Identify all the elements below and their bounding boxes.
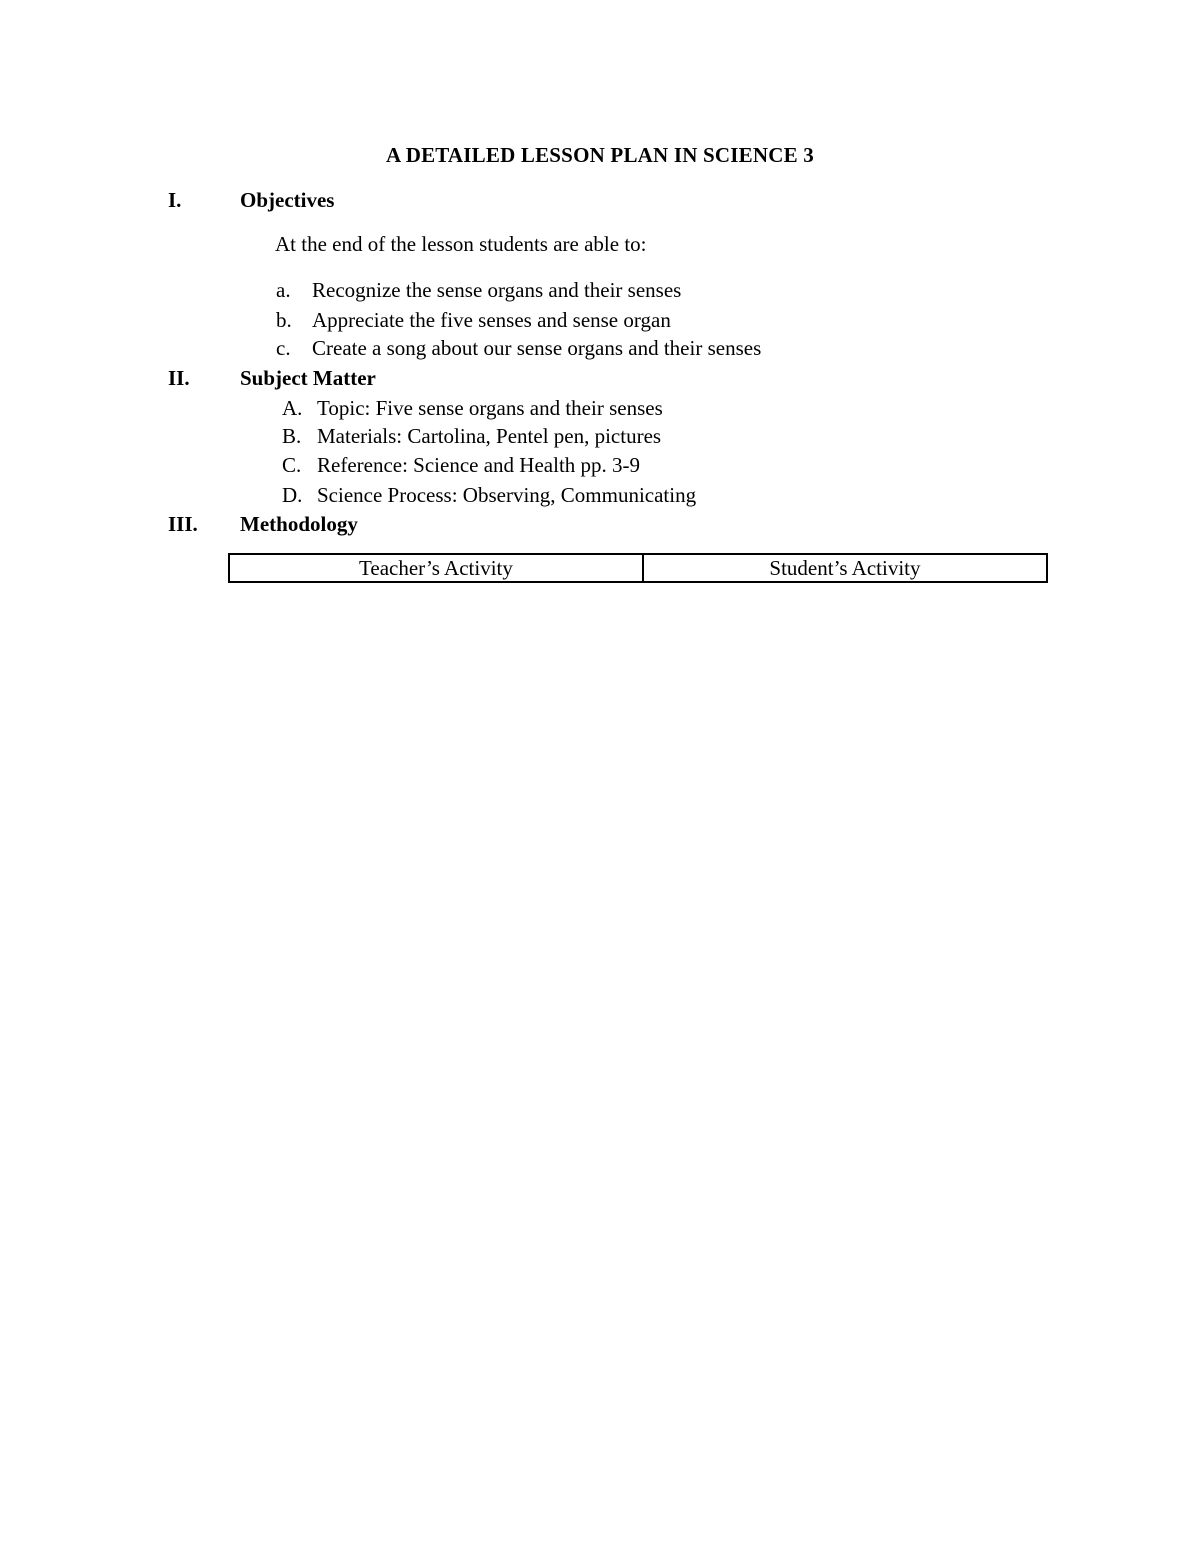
subject-item: Reference: Science and Health pp. 3-9 [317, 453, 641, 477]
subject-marker: C. [282, 453, 302, 477]
objective-item: Appreciate the five senses and sense organ [312, 308, 671, 332]
section-number-objectives: I. [168, 188, 182, 212]
methodology-table [228, 553, 1048, 583]
subject-item: Science Process: Observing, Communicating [317, 483, 697, 507]
objective-marker: b. [276, 308, 292, 332]
subject-item: Materials: Cartolina, Pentel pen, pictures [317, 424, 662, 448]
objective-marker: c. [276, 336, 291, 360]
subject-item: Topic: Five sense organs and their senses [317, 396, 663, 420]
subject-marker: D. [282, 483, 303, 507]
document-title: A DETAILED LESSON PLAN IN SCIENCE 3 [386, 143, 814, 167]
student-activity-header: Student’s Activity [643, 554, 1047, 582]
objectives-intro: At the end of the lesson students are able to: [275, 232, 647, 256]
section-heading-methodology: Methodology [240, 512, 358, 536]
section-heading-subject-matter: Subject Matter [240, 366, 376, 390]
section-heading-objectives: Objectives [240, 188, 335, 212]
objective-marker: a. [276, 278, 291, 302]
section-number-subject-matter: II. [168, 366, 190, 390]
objective-item: Recognize the sense organs and their senses [312, 278, 682, 302]
section-number-methodology: III. [168, 512, 198, 536]
subject-marker: A. [282, 396, 303, 420]
teacher-activity-header: Teacher’s Activity [229, 554, 643, 582]
methodology-table-header-row [229, 554, 1047, 582]
objective-item: Create a song about our sense organs and their senses [312, 336, 762, 360]
subject-marker: B. [282, 424, 302, 448]
